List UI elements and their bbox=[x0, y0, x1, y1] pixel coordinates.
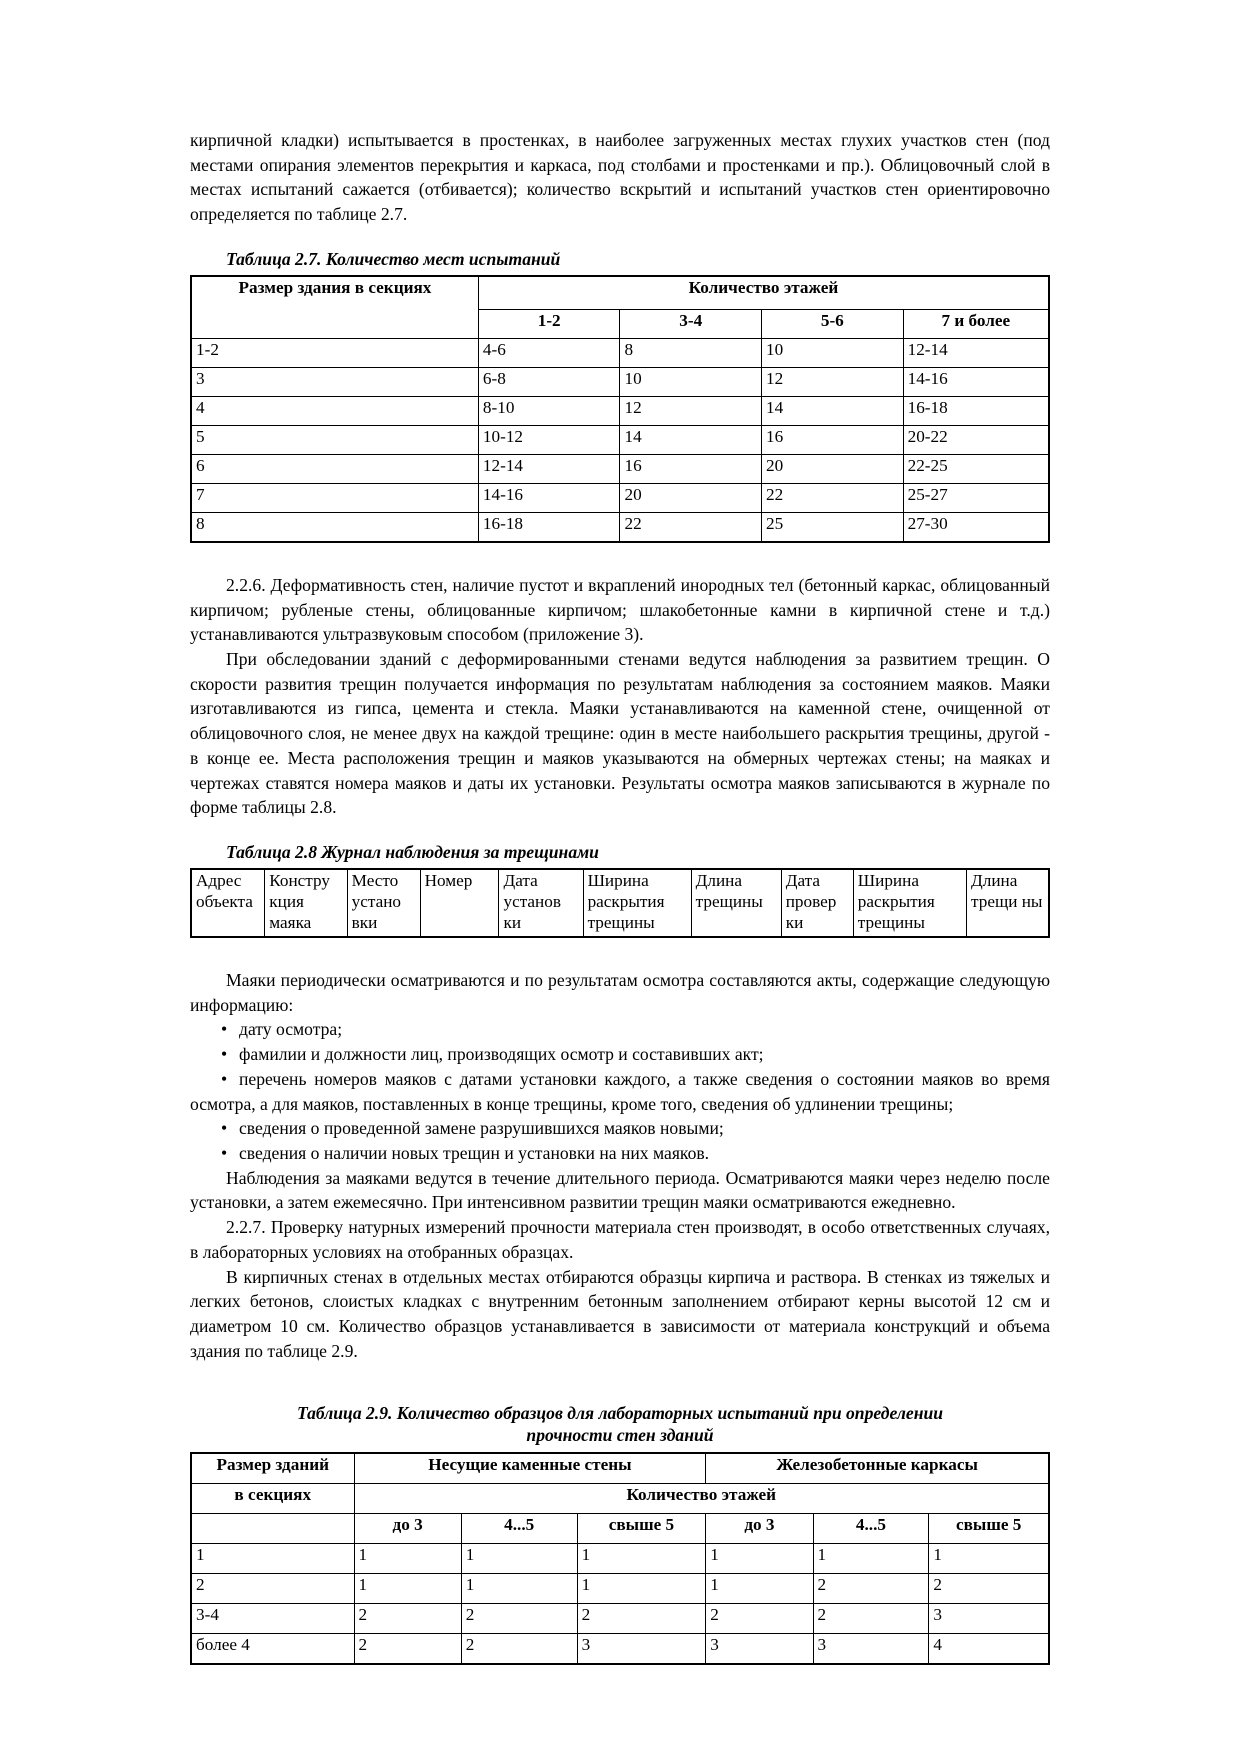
bullet-glyph-icon: • bbox=[221, 1118, 228, 1139]
list-item-label: дату осмотра; bbox=[239, 1019, 343, 1040]
table-2-9-subheader-5: свыше 5 bbox=[929, 1513, 1049, 1543]
table-2-9-caption bbox=[190, 1402, 1050, 1447]
cell-value: 10 bbox=[620, 367, 762, 396]
table-2-7-subheader-3: 7 и более bbox=[903, 309, 1049, 338]
cell-value: 1 bbox=[577, 1543, 706, 1573]
table-2-7-header-size: Размер здания в секциях bbox=[191, 276, 478, 339]
list-item bbox=[190, 1116, 1050, 1141]
intro-paragraph: кирпичной кладки) испытывается в простенках, в наиболее загруженных местах глухих участков стен (под местами опирания элементов перекрытия и каркаса, под столбами и простенками и пр.). Облицовочный слой в местах испытаний сажается (отбивается); количество вскрытий и испытаний участков стен ориентировочно определяется по таблице 2.7. bbox=[190, 130, 1050, 225]
cell-size: 1-2 bbox=[191, 338, 478, 367]
list-item-label: фамилии и должности лиц, производящих осмотр и составивших акт; bbox=[239, 1044, 764, 1065]
cell-value: 4-6 bbox=[478, 338, 620, 367]
cell-value: 1 bbox=[354, 1573, 461, 1603]
table-row bbox=[191, 425, 1049, 454]
cell-value: 1 bbox=[461, 1573, 577, 1603]
cell-size: 4 bbox=[191, 396, 478, 425]
cell-value: 2 bbox=[929, 1573, 1049, 1603]
cell-value: 25 bbox=[762, 512, 904, 542]
spacer bbox=[190, 227, 1050, 249]
cell-size: 5 bbox=[191, 425, 478, 454]
bullet-glyph-icon: • bbox=[221, 1019, 228, 1040]
cell-value: 14 bbox=[762, 396, 904, 425]
list-item-label: сведения о проведенной замене разрушившихся маяков новыми; bbox=[239, 1118, 724, 1139]
list-item bbox=[190, 1017, 1050, 1042]
table-row bbox=[191, 338, 1049, 367]
cell-value: 22 bbox=[762, 483, 904, 512]
cell-value: 8-10 bbox=[478, 396, 620, 425]
cell-value: 16 bbox=[762, 425, 904, 454]
table-2-9-subheader-2: свыше 5 bbox=[577, 1513, 706, 1543]
cell-value: 12-14 bbox=[903, 338, 1049, 367]
table-2-8-header-2: Место устано вки bbox=[347, 869, 420, 937]
spacer bbox=[190, 543, 1050, 573]
cell-value: 3 bbox=[706, 1633, 813, 1664]
table-row bbox=[191, 512, 1049, 542]
cell-value: 3 bbox=[929, 1603, 1049, 1633]
table-2-7-subheader-2: 5-6 bbox=[762, 309, 904, 338]
table-2-7-header-floors: Количество этажей bbox=[478, 276, 1049, 310]
table-2-9-span-header: Количество этажей bbox=[354, 1483, 1049, 1513]
table-2-9-caption-line2: прочности стен зданий bbox=[526, 1425, 714, 1446]
cell-value: 20 bbox=[620, 483, 762, 512]
table-2-8-header-3: Номер bbox=[420, 869, 499, 937]
table-row bbox=[191, 1603, 1049, 1633]
table-2-8-header-4: Дата установ ки bbox=[499, 869, 583, 937]
table-row bbox=[191, 1633, 1049, 1664]
cell-value: 14-16 bbox=[478, 483, 620, 512]
cell-value: 2 bbox=[461, 1633, 577, 1664]
table-row bbox=[191, 396, 1049, 425]
table-2-7-subheader-1: 3-4 bbox=[620, 309, 762, 338]
paragraph-acts: Маяки периодически осматриваются и по результатам осмотра составляются акты, содержащие следующую информацию: bbox=[190, 970, 1050, 1015]
table-2-9-subheader-0: до 3 bbox=[354, 1513, 461, 1543]
cell-value: 27-30 bbox=[903, 512, 1049, 542]
cell-value: 16-18 bbox=[478, 512, 620, 542]
paragraph-crack-observation: При обследовании зданий с деформированными стенами ведутся наблюдения за развитием трещин. О скорости развития трещин получается информация по результатам наблюдения за состоянием маяков. Маяки изготавливаются из гипса, цемента и стекла. Маяки устанавливаются на каменной стене, очищенной от облицовочного слоя, не менее двух на каждой трещине: один в месте наибольшего раскрытия трещины, другой - в конце ее. Места расположения трещин и маяков указываются на обмерных чертежах стены; на маяках и чертежах ставятся номера маяков и даты их установки. Результаты осмотра маяков записываются в журнале по форме таблицы 2.8. bbox=[190, 649, 1050, 818]
table-2-8-header-6: Длина трещины bbox=[691, 869, 781, 937]
cell-value: 1 bbox=[813, 1543, 929, 1573]
cell-value: 2 bbox=[706, 1603, 813, 1633]
table-2-8 bbox=[190, 868, 1050, 938]
table-row bbox=[191, 367, 1049, 396]
cell-value: 2 bbox=[813, 1573, 929, 1603]
cell-value: 12-14 bbox=[478, 454, 620, 483]
cell-value: 16 bbox=[620, 454, 762, 483]
cell-value: 6-8 bbox=[478, 367, 620, 396]
cell-size: 1 bbox=[191, 1543, 354, 1573]
list-item bbox=[190, 1067, 1050, 1116]
table-2-8-caption: Таблица 2.8 Журнал наблюдения за трещинами bbox=[226, 842, 599, 863]
table-2-7 bbox=[190, 275, 1050, 543]
table-row-subheader bbox=[191, 1513, 1049, 1543]
table-2-8-header-9: Длина трещи ны bbox=[967, 869, 1049, 937]
spacer bbox=[190, 938, 1050, 968]
table-2-8-header-0: Адрес объекта bbox=[191, 869, 265, 937]
cell-size: 2 bbox=[191, 1573, 354, 1603]
cell-value: 3 bbox=[813, 1633, 929, 1664]
list-item bbox=[190, 1042, 1050, 1067]
cell-value: 2 bbox=[354, 1603, 461, 1633]
bullet-glyph-icon: • bbox=[221, 1044, 228, 1065]
paragraph-observations: Наблюдения за маяками ведутся в течение длительного периода. Осматриваются маяки через неделю после установки, а затем ежемесячно. При интенсивном развитии трещин маяки осматриваются ежедневно. bbox=[190, 1167, 1050, 1213]
table-2-8-header-5: Ширина раскрытия трещины bbox=[583, 869, 691, 937]
cell-value: 2 bbox=[813, 1603, 929, 1633]
cell-size: 3-4 bbox=[191, 1603, 354, 1633]
cell-value: 20 bbox=[762, 454, 904, 483]
table-2-9-subheader-blank bbox=[191, 1513, 354, 1543]
cell-size: 8 bbox=[191, 512, 478, 542]
list-item bbox=[190, 1141, 1050, 1166]
table-row-header bbox=[191, 1483, 1049, 1513]
cell-value: 16-18 bbox=[903, 396, 1049, 425]
cell-value: 10-12 bbox=[478, 425, 620, 454]
table-2-7-subheader-0: 1-2 bbox=[478, 309, 620, 338]
cell-value: 20-22 bbox=[903, 425, 1049, 454]
cell-value: 22-25 bbox=[903, 454, 1049, 483]
cell-size: 7 bbox=[191, 483, 478, 512]
cell-value: 8 bbox=[620, 338, 762, 367]
table-2-9-group-header-0: Несущие каменные стены bbox=[354, 1453, 706, 1484]
table-2-9-subheader-4: 4...5 bbox=[813, 1513, 929, 1543]
cell-value: 1 bbox=[461, 1543, 577, 1573]
table-row bbox=[191, 454, 1049, 483]
table-2-9-subheader-3: до 3 bbox=[706, 1513, 813, 1543]
table-row bbox=[191, 1543, 1049, 1573]
table-row-header bbox=[191, 869, 1049, 937]
list-item-label: перечень номеров маяков с датами установки каждого, а также сведения о состоянии маяков во время осмотра, а для маяков, поставленных в конце трещины, кроме того, сведения об удлинении трещины; bbox=[190, 1068, 1050, 1114]
cell-value: 22 bbox=[620, 512, 762, 542]
cell-value: 1 bbox=[354, 1543, 461, 1573]
cell-size: более 4 bbox=[191, 1633, 354, 1664]
table-2-8-header-7: Дата провер ки bbox=[781, 869, 853, 937]
bullet-glyph-icon: • bbox=[221, 1143, 228, 1164]
cell-value: 3 bbox=[577, 1633, 706, 1664]
cell-value: 1 bbox=[577, 1573, 706, 1603]
table-2-7-caption: Таблица 2.7. Количество мест испытаний bbox=[226, 248, 561, 269]
cell-value: 10 bbox=[762, 338, 904, 367]
acts-bullet-list bbox=[190, 1017, 1050, 1165]
table-2-9-header-size-line2: в секциях bbox=[191, 1483, 354, 1513]
table-2-9-subheader-1: 4...5 bbox=[461, 1513, 577, 1543]
cell-size: 3 bbox=[191, 367, 478, 396]
bullet-glyph-icon: • bbox=[221, 1068, 228, 1089]
table-2-9-group-header-1: Железобетонные каркасы bbox=[706, 1453, 1049, 1484]
list-item-label: сведения о наличии новых трещин и установки на них маяков. bbox=[239, 1143, 710, 1164]
cell-value: 14 bbox=[620, 425, 762, 454]
cell-value: 14-16 bbox=[903, 367, 1049, 396]
cell-value: 25-27 bbox=[903, 483, 1049, 512]
table-row-header bbox=[191, 276, 1049, 310]
cell-value: 1 bbox=[706, 1543, 813, 1573]
cell-value: 1 bbox=[706, 1573, 813, 1603]
table-2-8-header-1: Констру кция маяка bbox=[265, 869, 347, 937]
table-2-9 bbox=[190, 1452, 1050, 1665]
table-row bbox=[191, 483, 1049, 512]
paragraph-2-2-7: 2.2.7. Проверку натурных измерений прочности материала стен производят, в особо ответственных случаях, в лабораторных условиях на отобранных образцах. bbox=[190, 1217, 1050, 1262]
spacer bbox=[190, 1364, 1050, 1402]
table-row bbox=[191, 1573, 1049, 1603]
paragraph-2-2-6: 2.2.6. Деформативность стен, наличие пустот и вкраплений инородных тел (бетонный каркас, облицованный кирпичом; рубленые стены, облицованные кирпичом; шлакобетонные камни в кирпичной стене и т.д.) устанавливаются ультразвуковым способом (приложение 3). bbox=[190, 574, 1050, 645]
cell-value: 4 bbox=[929, 1633, 1049, 1664]
table-2-8-header-8: Ширина раскрытия трещины bbox=[853, 869, 966, 937]
cell-value: 1 bbox=[929, 1543, 1049, 1573]
table-2-9-header-size-line1: Размер зданий bbox=[191, 1453, 354, 1484]
table-row-header bbox=[191, 1453, 1049, 1484]
cell-value: 12 bbox=[620, 396, 762, 425]
cell-value: 2 bbox=[354, 1633, 461, 1664]
table-2-9-caption-line1: Таблица 2.9. Количество образцов для лабораторных испытаний при определении bbox=[296, 1402, 944, 1423]
cell-value: 2 bbox=[577, 1603, 706, 1633]
cell-size: 6 bbox=[191, 454, 478, 483]
paragraph-samples: В кирпичных стенах в отдельных местах отбираются образцы кирпича и раствора. В стенках из тяжелых и легких бетонов, слоистых кладках с внутренним бетонным заполнением отбирают керны высотой 12 см и диаметром 10 см. Количество образцов устанавливается в зависимости от материала конструкций и объема здания по таблице 2.9. bbox=[190, 1266, 1050, 1361]
cell-value: 2 bbox=[461, 1603, 577, 1633]
cell-value: 12 bbox=[762, 367, 904, 396]
spacer bbox=[190, 820, 1050, 842]
